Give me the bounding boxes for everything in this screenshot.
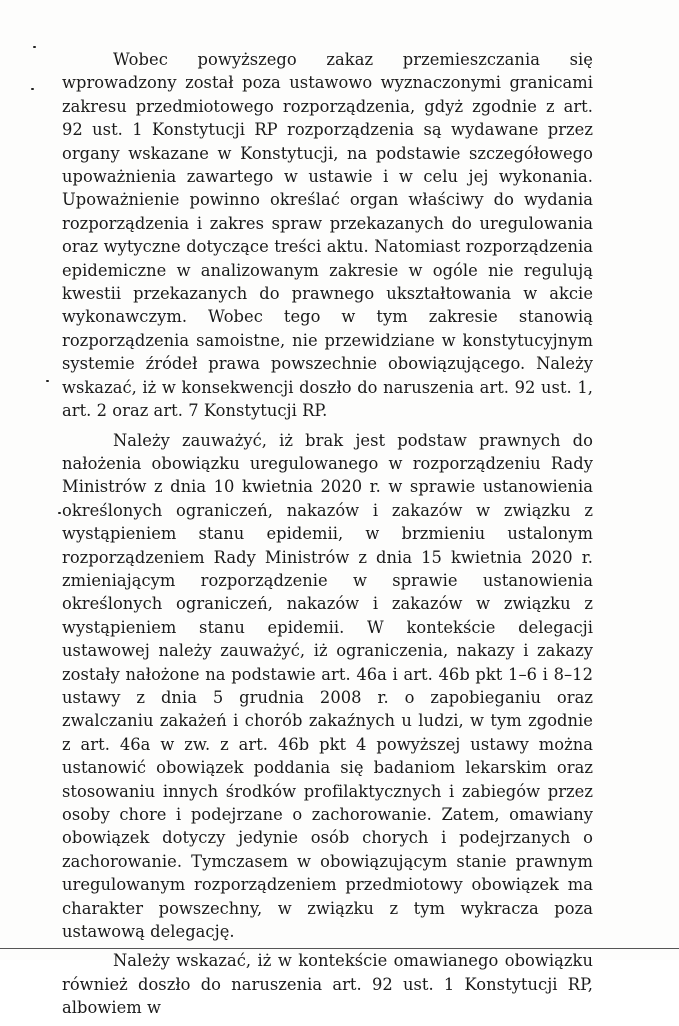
scan-speck — [58, 512, 61, 514]
scan-speck — [31, 88, 34, 90]
scan-speck — [46, 380, 49, 382]
page-bottom-edge — [0, 948, 679, 949]
paragraph-2: Należy zauważyć, iż brak jest podstaw prawnych do nałożenia obowiązku uregulowanego w rozporządzeniu Rady Ministrów z dnia 10 kwietnia 2020 r. w sprawie ustanowienia określonych ograniczeń, nakazów i zakazów w związku z wystąpieniem stanu epidemii, w brzmieniu ustalonym rozporządzeniem Rady Ministrów z dnia 15 kwietnia 2020 r. zmieniającym rozporządzenie w sprawie ustanowienia określonych ograniczeń, nakazów i zakazów w związku z wystąpieniem stanu epidemii. W kontekście delegacji ustawowej należy zauważyć, iż ograniczenia, nakazy i zakazy zostały nałożone na podstawie art. 46a i art. 46b pkt 1–6 i 8–12 ustawy z dnia 5 grudnia 2008 r. o zapobieganiu oraz zwalczaniu zakażeń i chorób zakaźnych u ludzi, w tym zgodnie z art. 46a w zw. z art. 46b pkt 4 powyższej ustawy można ustanowić obowiązek poddania się badaniom lekarskim oraz stosowaniu innych środków profilaktycznych i zabiegów przez osoby chore i podejrzane o zachorowanie. Zatem, omawiany obowiązek dotyczy jedynie osób chorych i podejrzanych o zachorowanie. Tymczasem w obowiązującym stanie prawnym uregulowanym rozporządzeniem przedmiotowy obowiązek ma charakter powszechny, w związku z tym wykracza poza ustawową delegację. — [62, 430, 593, 942]
paragraph-3: Należy wskazać, iż w kontekście omawianego obowiązku również doszło do naruszenia art. 92 ust. 1 Konstytucji RP, albowiem w — [62, 951, 593, 1018]
paragraph-1: Wobec powyższego zakaz przemieszczania się wprowadzony został poza ustawowo wyznaczonymi granicami zakresu przedmiotowego rozporządzenia, gdyż zgodnie z art. 92 ust. 1 Konstytucji RP rozporządzenia są wydawane przez organy wskazane w Konstytucji, na podstawie szczegółowego upoważnienia zawartego w ustawie i w celu jej wykonania. Upoważnienie powinno określać organ właściwy do wydania rozporządzenia i zakres spraw przekazanych do uregulowania oraz wytyczne dotyczące treści aktu. Natomiast rozporządzenia epidemiczne w analizowanym zakresie w ogóle nie regulują kwestii przekazanych do prawnego ukształtowania w akcie wykonawczym. Wobec tego w tym zakresie stanowią rozporządzenia samoistne, nie przewidziane w konstytucyjnym systemie źródeł prawa powszechnie obowiązującego. Należy wskazać, iż w konsekwencji doszło do naruszenia art. 92 ust. 1, art. 2 oraz art. 7 Konstytucji RP. — [62, 50, 593, 421]
scan-speck — [33, 46, 36, 48]
document-body — [62, 48, 593, 1026]
